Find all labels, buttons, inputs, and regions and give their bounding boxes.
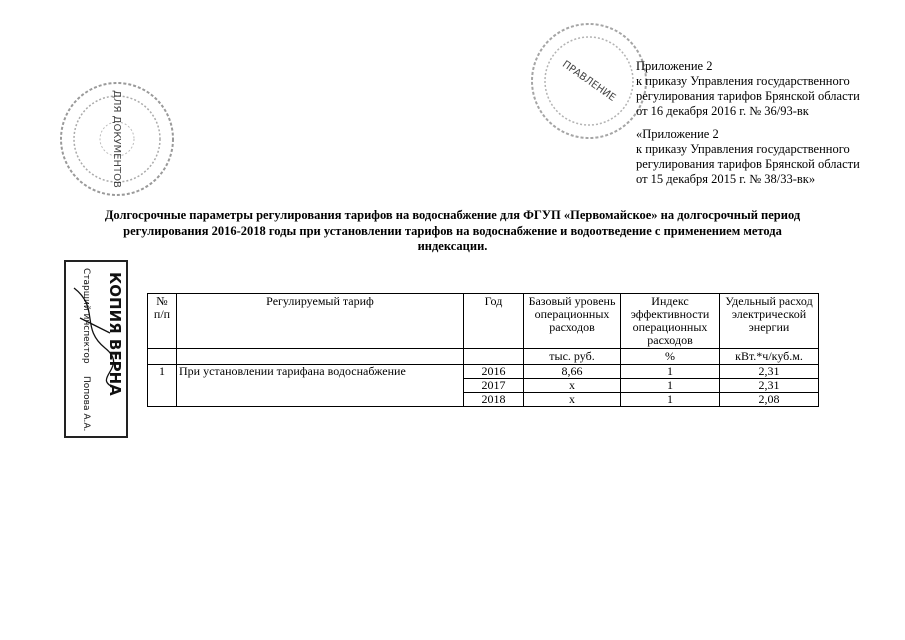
table-row <box>148 365 819 379</box>
header-tariff: Регулируемый тариф <box>177 294 464 349</box>
appendix-current-line4: от 16 декабря 2016 г. № 36/93-вк <box>636 104 809 118</box>
units-num <box>148 349 177 365</box>
row-energy-rate: 2,31 <box>720 365 819 379</box>
document-title-line1: Долгосрочные параметры регулирования тарифов на водоснабжение для ФГУП «Первомайское» на долгосрочный период <box>104 208 801 222</box>
row-efficiency-index: 1 <box>621 393 720 407</box>
appendix-current-line1: Приложение 2 <box>636 59 713 73</box>
row-tariff: При установлении тарифана водоснабжение <box>177 365 464 407</box>
row-base-level: х <box>524 393 621 407</box>
units-tariff <box>177 349 464 365</box>
copy-verified-stamp-name: Попова А.А. <box>81 376 91 432</box>
row-efficiency-index: 1 <box>621 365 720 379</box>
header-year: Год <box>464 294 524 349</box>
row-energy-rate: 2,31 <box>720 379 819 393</box>
document-title-line3: индексации. <box>417 239 488 253</box>
round-stamp-right <box>528 20 650 142</box>
appendix-previous-line2: к приказу Управления государственного <box>636 142 850 156</box>
appendix-current <box>636 59 896 119</box>
row-base-level: х <box>524 379 621 393</box>
row-year: 2016 <box>464 365 524 379</box>
round-stamp-right-text: ПРАВЛЕНИЕ <box>559 59 618 104</box>
round-stamp-left-text: ДЛЯ ДОКУМЕНТОВ <box>111 90 122 188</box>
table-header-row <box>148 294 819 349</box>
document-title-line2: регулирования 2016-2018 годы при установлении тарифов на водоснабжение и водоотведение с применением метода <box>123 223 782 238</box>
tariff-parameters-table <box>147 293 819 407</box>
copy-verified-stamp <box>60 258 134 440</box>
round-stamp-left <box>58 80 176 198</box>
document-title <box>0 208 905 255</box>
row-year: 2017 <box>464 379 524 393</box>
units-energy-rate: кВт.*ч/куб.м. <box>720 349 819 365</box>
header-efficiency-index: Индекс эффективности операционных расходов <box>621 294 720 349</box>
units-base-level: тыс. руб. <box>524 349 621 365</box>
appendix-previous-line1: «Приложение 2 <box>636 127 719 141</box>
appendix-current-line2: к приказу Управления государственного <box>636 74 850 88</box>
appendix-current-line3: регулирования тарифов Брянской области <box>636 89 860 103</box>
appendix-previous-line4: от 15 декабря 2015 г. № 38/33-вк» <box>636 172 816 186</box>
header-num: № п/п <box>148 294 177 349</box>
copy-verified-stamp-main: КОПИЯ ВЕРНА <box>106 272 124 396</box>
appendix-previous-line3: регулирования тарифов Брянской области <box>636 157 860 171</box>
appendix-previous <box>636 127 896 187</box>
row-efficiency-index: 1 <box>621 379 720 393</box>
header-energy-rate: Удельный расход электрической энергии <box>720 294 819 349</box>
row-energy-rate: 2,08 <box>720 393 819 407</box>
header-base-level: Базовый уровень операционных расходов <box>524 294 621 349</box>
table-units-row <box>148 349 819 365</box>
units-year <box>464 349 524 365</box>
row-year: 2018 <box>464 393 524 407</box>
copy-verified-stamp-role: Старший инспектор <box>81 268 91 364</box>
row-num: 1 <box>148 365 177 407</box>
units-efficiency-index: % <box>621 349 720 365</box>
row-base-level: 8,66 <box>524 365 621 379</box>
